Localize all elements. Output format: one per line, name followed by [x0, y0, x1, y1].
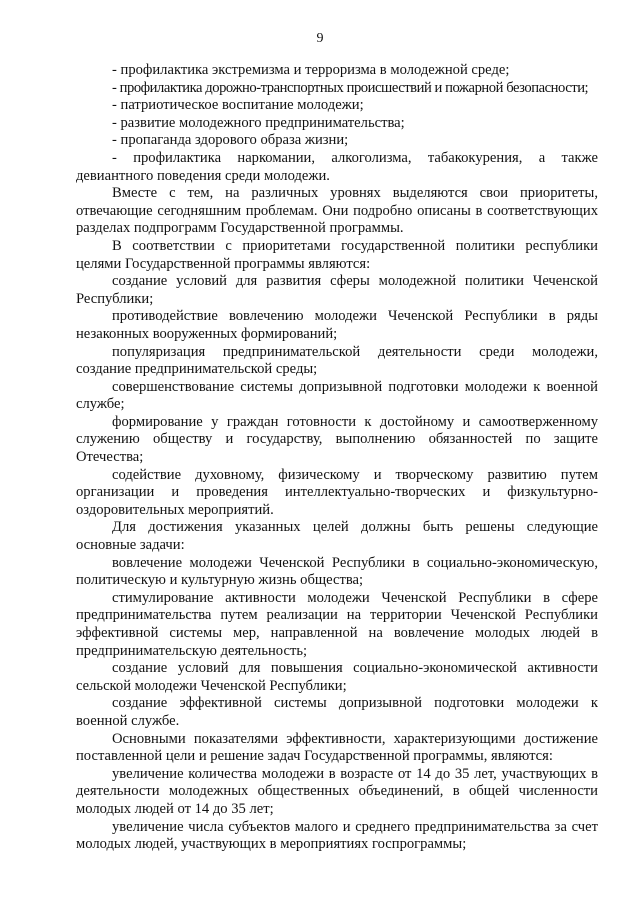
list-item: - профилактика дорожно-транспортных происшествий и пожарной безопасности; [112, 79, 589, 96]
list-item: - профилактика наркомании, алкоголизма, табакокурения, а также девиантного поведения среди молодежи. [76, 149, 598, 184]
goal-item: формирование у граждан готовности к достойному и самоотверженному служению обществу и государству, выполнению обязанностей по защите Отечества; [76, 413, 598, 466]
goal-item: популяризация предпринимательской деятельности среди молодежи, создание предпринимательской среды; [76, 343, 598, 378]
task-item: создание эффективной системы допризывной подготовки молодежи к военной службе. [76, 695, 598, 729]
list-item: - профилактика экстремизма и терроризма в молодежной среде; [112, 62, 510, 78]
indicator-item: увеличение числа субъектов малого и среднего предпринимательства за счет молодых людей, участвующих в мероприятиях госпрограммы; [76, 818, 598, 853]
paragraph: Для достижения указанных целей должны быть решены следующие основные задачи: [76, 519, 598, 554]
paragraph: Основными показателями эффективности, характеризующими достижение поставленной цели и решение задач Государственной программы, являются: [76, 730, 598, 765]
list-item: - развитие молодежного предпринимательства; [112, 114, 405, 131]
goal-item: совершенствование системы допризывной подготовки молодежи к военной службе; [76, 378, 598, 413]
page-number: 9 [316, 31, 324, 46]
indicator-item: увеличение количества молодежи в возрасте от 14 до 35 лет, участвующих в деятельности молодежных общественных объединений, в общей численности молодых людей от 14 до 35 лет; [76, 765, 598, 817]
task-item: создание условий для повышения социально-экономической активности сельской молодежи Чеченской Республики; [76, 660, 598, 694]
paragraph: В соответствии с приоритетами государственной политики республики целями Государственной программы являются: [76, 237, 598, 272]
list-item: - пропаганда здорового образа жизни; [112, 132, 349, 149]
task-item: вовлечение молодежи Чеченской Республики в социально-экономическую, политическую и культурную жизнь общества; [76, 554, 598, 589]
list-item: - патриотическое воспитание молодежи; [112, 97, 364, 114]
paragraph: Вместе с тем, на различных уровнях выделяются свои приоритеты, отвечающие сегодняшним проблемам. Они подробно описаны в соответствующих разделах подпрограмм Государственной программы. [76, 185, 598, 237]
goal-item: противодействие вовлечению молодежи Чеченской Республики в ряды незаконных вооруженных формирований; [76, 308, 598, 342]
task-item: стимулирование активности молодежи Чеченской Республики в сфере предпринимательства путем реализации на территории Чеченской Республики эффективной системы мер, направленной на вовлечение молодых людей в предпринимательскую деятельность; [76, 589, 598, 659]
goal-item: создание условий для развития сферы молодежной политики Чеченской Республики; [76, 273, 598, 307]
body-text [76, 62, 598, 854]
goal-item: содействие духовному, физическому и творческому развитию путем организации и проведения интеллектуально-творческих и физкультурно-оздоровительных мероприятий. [76, 466, 598, 518]
